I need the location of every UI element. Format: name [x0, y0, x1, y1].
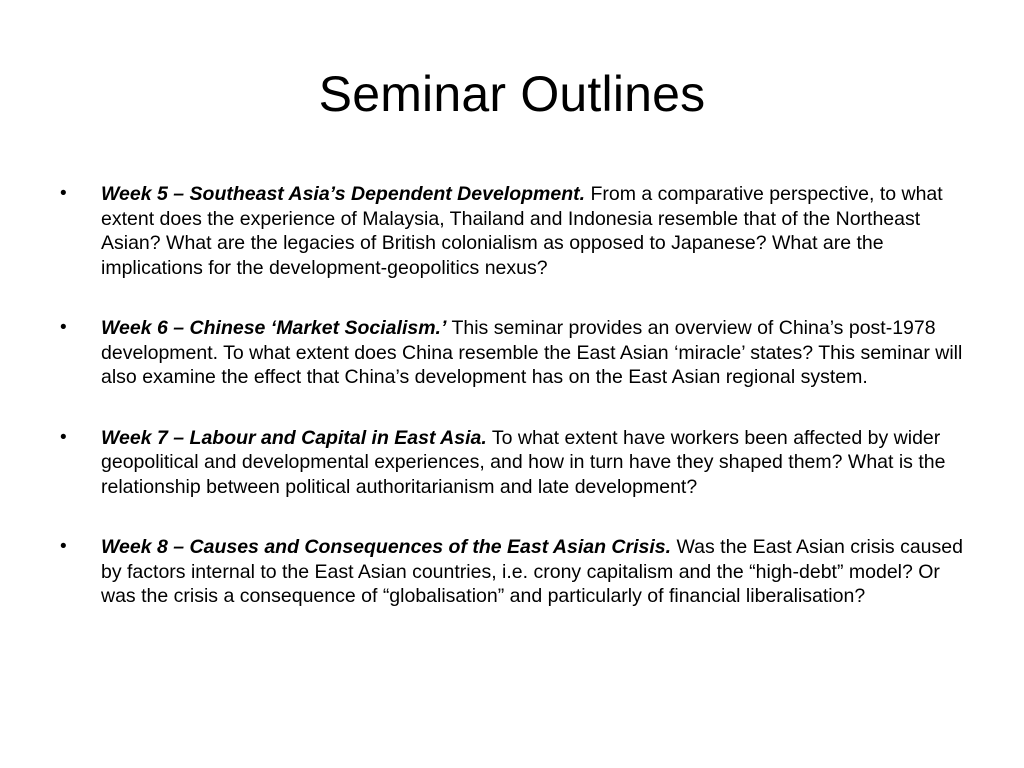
bullet-icon: • [60, 183, 67, 204]
week-heading: Week 6 – Chinese ‘Market Socialism.’ [101, 317, 447, 339]
week-description: From a comparative perspective, to what extent does the experience of Malaysia, Thailand and Indonesia resemble that of the Northeast Asian? What are the legacies of British colonialism as opposed to Japanese? What are the implications for the development-geopolitics nexus? [101, 183, 943, 279]
bullet-list [60, 182, 970, 609]
list-item-week-8 [60, 535, 970, 609]
week-description: Was the East Asian crisis caused by factors internal to the East Asian countries, i.e. crony capitalism and the “high-debt” model? Or was the crisis a consequence of “globalisation” and particularly of financial liberalisation? [101, 536, 963, 607]
list-item-week-7 [60, 426, 970, 500]
week-heading: Week 7 – Labour and Capital in East Asia. [101, 426, 487, 449]
week-heading: Week 8 – Causes and Consequences of the East Asian Crisis. [101, 536, 672, 558]
slide-title: Seminar Outlines [318, 66, 706, 122]
list-item-week-6 [60, 316, 970, 390]
bullet-icon: • [60, 317, 67, 338]
week-heading: Week 5 – Southeast Asia’s Dependent Development. [101, 183, 586, 205]
week-description: This seminar provides an overview of China’s post-1978 development. To what extent does China resemble the East Asian ‘miracle’ states? This seminar will also examine the effect that China’s development has on the East Asian regional system. [101, 317, 963, 388]
list-item-week-5 [60, 182, 970, 280]
bullet-icon: • [60, 426, 67, 448]
week-description: To what extent have workers been affected by wider geopolitical and developmental experiences, and how in turn have they shaped them? What is the relationship between political authoritarianism and late development? [101, 426, 946, 498]
bullet-icon: • [60, 536, 67, 557]
